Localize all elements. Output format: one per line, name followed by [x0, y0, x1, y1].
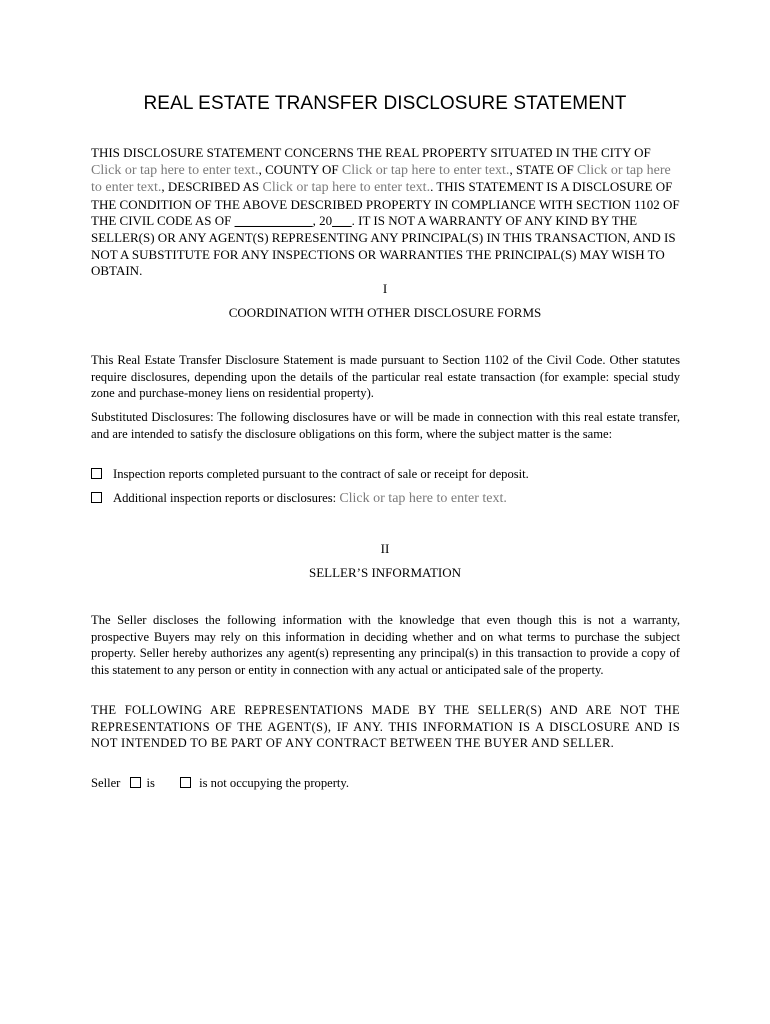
described-as-field[interactable]: Click or tap here to enter text. [262, 180, 431, 196]
intro-text: . IT IS NOT A WARRANTY OF ANY KIND BY THE SELLER(S) OR ANY AGENT(S) REPRESENTING ANY PRINCIPAL(S) IN THIS TRANSACTION, AND IS NOT A SUBSTITUTE FOR ANY INSPECTIONS OR WARRANTIES THE PRINCIPAL(S) MAY WISH TO OBTAIN. [91, 213, 676, 279]
document-title: REAL ESTATE TRANSFER DISCLOSURE STATEMENT [143, 93, 627, 114]
is-not-label: is not occupying the property. [199, 776, 350, 790]
additional-reports-field[interactable]: Click or tap here to enter text. [339, 491, 507, 506]
seller-info-paragraph: The Seller discloses the following information with the knowledge that even though this is not a warranty, prospective Buyers may rely on this information in deciding whether and on what terms to purchase the subject property. Seller hereby authorizes any agent(s) representing any principal(s) in this transaction to provide a copy of this statement to any person or entity in connection with any actual or anticipated sale of the property. [91, 613, 680, 677]
seller-occupancy-row [91, 776, 691, 791]
intro-text: . THIS STATEMENT IS A DISCLOSURE OF THE CONDITION OF THE ABOVE DESCRIBED PROPERTY IN COMPLIANCE WITH SECTION 1102 OF THE CIVIL CODE AS OF [91, 179, 680, 229]
section-heading-coordination: COORDINATION WITH OTHER DISCLOSURE FORMS [228, 305, 542, 320]
is-label: is [146, 776, 155, 790]
additional-reports-checkbox[interactable] [91, 492, 102, 503]
state-field[interactable]: Click or tap here to enter text. [91, 162, 671, 196]
inspection-reports-option [91, 467, 691, 482]
intro-text: , STATE OF [509, 161, 578, 177]
additional-reports-option [91, 491, 691, 507]
inspection-reports-label: Inspection reports completed pursuant to the contract of sale or receipt for deposit. [113, 467, 529, 481]
seller-label: Seller [91, 776, 121, 790]
representations-paragraph: THE FOLLOWING ARE REPRESENTATIONS MADE BY THE SELLER(S) AND ARE NOT THE REPRESENTATIONS OF THE AGENT(S), IF ANY. THIS INFORMATION IS A DISCLOSURE AND IS NOT INTENDED TO BE PART OF ANY CONTRACT BETWEEN THE BUYER AND SELLER. [91, 703, 680, 750]
not-occupying-checkbox[interactable] [180, 777, 191, 788]
inspection-reports-checkbox[interactable] [91, 468, 102, 479]
year-blank[interactable]: ___ [332, 213, 352, 229]
substituted-disclosures-paragraph: Substituted Disclosures: The following disclosures have or will be made in connection with this real estate transfer, and are intended to satisfy the disclosure obligations on this form, where the subject matter is the same: [91, 410, 680, 441]
intro-text: , 20 [312, 213, 333, 229]
intro-text: , COUNTY OF [258, 161, 342, 177]
section-numeral-2: II [380, 541, 390, 556]
occupying-checkbox[interactable] [130, 777, 141, 788]
additional-reports-label: Additional inspection reports or disclosures: [113, 491, 340, 505]
section-numeral-1: I [382, 281, 388, 296]
intro-text: THIS DISCLOSURE STATEMENT CONCERNS THE REAL PROPERTY SITUATED IN THE CITY OF [91, 145, 651, 160]
date-blank[interactable]: ____________ [234, 213, 313, 229]
city-field[interactable]: Click or tap here to enter text. [91, 162, 259, 178]
coordination-paragraph: This Real Estate Transfer Disclosure Statement is made pursuant to Section 1102 of the Civil Code. Other statutes require disclosures, depending upon the details of the particular real estate transaction (for example: special study zone and purchase-money liens on residential property). [91, 353, 680, 400]
county-field[interactable]: Click or tap here to enter text. [341, 162, 510, 178]
intro-paragraph [91, 145, 681, 280]
intro-text: , DESCRIBED AS [161, 179, 263, 195]
section-heading-seller-info: SELLER’S INFORMATION [308, 565, 462, 580]
